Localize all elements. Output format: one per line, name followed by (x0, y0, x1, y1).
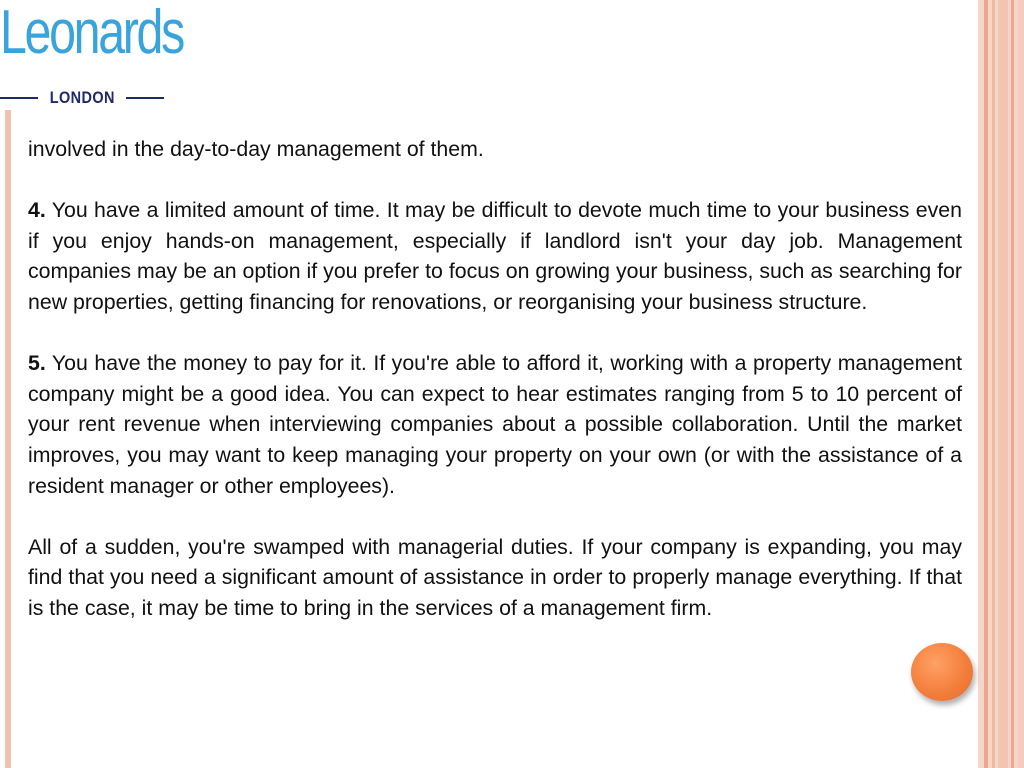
logo-subline (0, 86, 164, 110)
logo-city-text: LONDON (49, 88, 115, 107)
point-5-number: 5. (28, 351, 46, 376)
right-stripe-decoration (978, 0, 1024, 768)
slide-body-text (28, 134, 962, 624)
closing-paragraph: All of a sudden, you're swamped with managerial duties. If your company is expanding, you may find that you need a significant amount of assistance in order to properly manage everything. If that is the case, it may be time to bring in the services of a management firm. (28, 534, 962, 620)
point-4-text: You have a limited amount of time. It may be difficult to devote much time to your business even if you enjoy hands-on management, especially if landlord isn't your day job. Management companies may be an option if you prefer to focus on growing your business, such as searching for new properties, getting financing for renovations, or reorganising your business structure. (28, 198, 962, 314)
point-4-paragraph (28, 195, 962, 317)
left-accent-rule (5, 110, 11, 768)
point-5-paragraph (28, 348, 962, 501)
orange-circle-decoration (911, 643, 973, 701)
leonards-london-logo (0, 0, 183, 112)
point-5-text: You have the money to pay for it. If you're able to afford it, working with a property management company might be a good idea. You can expect to hear estimates ranging from 5 to 10 percent of your rent revenue when interviewing companies about a possible collaboration. Until the market improves, you may want to keep managing your property on your own (or with the assistance of a resident manager or other employees). (28, 351, 962, 498)
logo-brand-text: Leonards (0, 0, 183, 67)
intro-paragraph: involved in the day-to-day management of them. (28, 137, 484, 161)
logo-line-left (0, 97, 38, 99)
logo-line-right (126, 97, 164, 99)
point-4-number: 4. (28, 198, 46, 223)
